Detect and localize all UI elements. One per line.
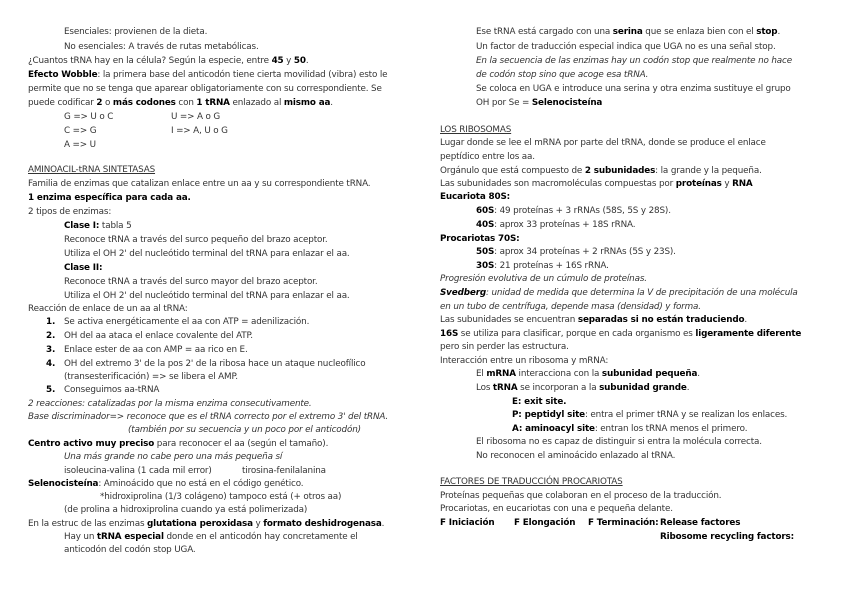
16s-line-2: pero sin perder las estructura. [440, 342, 569, 352]
factor-iniciacion: F Iniciación [440, 518, 495, 528]
cuantos-trna-line: ¿Cuantos tRNA hay en la célula? Según la especie, entre 45 y 50. [28, 56, 309, 66]
subunit-30s-line: 30S: 21 proteínas + 16S rRNA. [476, 261, 609, 271]
tirosina-line: tirosina-fenilalanina [242, 466, 326, 476]
step-1-text: Se activa energéticamente el aa con ATP = adenilización. [64, 317, 310, 327]
base-discriminador-line: Base discriminador=> reconoce que es el tRNA correcto por el extremo 3' del tRNA. [28, 412, 389, 422]
proteinas-pequenas-line: Proteínas pequeñas que colaboran en el proceso de la traducción. [440, 491, 722, 501]
pairing-g: G => U o C [64, 112, 114, 122]
step-2-text: OH del aa ataca el enlace covalente del ATP. [64, 331, 253, 341]
anticodon-stop-line: anticodón del codón stop UGA. [64, 545, 196, 555]
lugar-line-1: Lugar donde se lee el mRNA por parte del tRNA, donde se produce el enlace [440, 138, 766, 148]
ese-trna-line: Ese tRNA está cargado con una serina que se enlaza bien con el stop. [476, 27, 781, 37]
wobble-line-2: permite que no se tenga que aparear obligatoriamente con su correspondiente. Se [28, 84, 382, 94]
una-mas-grande-line: Una más grande no cabe pero una más pequeña sí [64, 452, 283, 462]
factor-traduccion-line: Un factor de traducción especial indica que UGA no es una señal stop. [476, 42, 776, 52]
16s-line-1: 16S se utiliza para clasificar, porque en cada organismo es ligeramente diferente [440, 329, 802, 339]
isoleucina-line: isoleucina-valina (1 cada mil error) [64, 466, 212, 476]
de-prolina-line: (de prolina a hidroxiprolina cuando ya está polimerizada) [64, 505, 308, 515]
svedberg-line-2: en un tubo de centrífuga, depende masa (densidad) y forma. [440, 302, 701, 312]
ribosome-recycling-factors: Ribosome recycling factors: [660, 532, 794, 542]
wobble-line-1: Efecto Wobble: la primera base del anticodón tiene cierta movilidad (vibra) esto le [28, 70, 388, 80]
dos-tipos-line: 2 tipos de enzimas: [28, 207, 112, 217]
reaccion-line: Reacción de enlace de un aa al tRNA: [28, 304, 188, 314]
svedberg-line-1: Svedberg: unidad de medida que determina la V de precipitación de una molécula [440, 288, 798, 298]
subunit-60s-line: 60S: 49 proteínas + 3 rRNAs (58S, 5S y 28S). [476, 206, 671, 216]
mrna-line: El mRNA interacciona con la subunidad pequeña. [476, 369, 700, 379]
no-esenciales-line: No esenciales: A través de rutas metabólicas. [64, 42, 259, 52]
clase-2-line: Clase II: [64, 263, 103, 273]
subunit-50s-line: 50S: aprox 34 proteínas + 2 rRNAs (5S y 23S). [476, 247, 676, 257]
step-2-number: 2. [46, 331, 56, 341]
pairing-i: I => A, U o G [171, 126, 228, 136]
en-secuencia-line-1: En la secuencia de las enzimas hay un codón stop que realmente no hace [476, 56, 792, 66]
trna-line: Los tRNA se incorporan a la subunidad grande. [476, 383, 690, 393]
peptidyl-site-line: P: peptidyl site: entra el primer tRNA y se realizan los enlaces. [512, 410, 788, 420]
clase-1-detail-1: Reconoce tRNA a través del surco pequeño del brazo aceptor. [64, 235, 328, 245]
factor-elongacion: F Elongación [514, 518, 576, 528]
procariotas-line: Procariotas 70S: [440, 234, 520, 244]
organulo-line: Orgánulo que está compuesto de 2 subunidades: la grande y la pequeña. [440, 166, 762, 176]
subunit-40s-line: 40S: aprox 33 proteínas + 18S rRNA. [476, 220, 636, 230]
hidroxiprolina-line: *hidroxiprolina (1/3 colágeno) tampoco está (+ otros aa) [100, 492, 342, 502]
esenciales-line: Esenciales: provienen de la dieta. [64, 27, 208, 37]
trna-especial-line: Hay un tRNA especial donde en el anticodón hay concretamente el [64, 532, 358, 542]
procariotas-eucariotas-line: Procariotas, en eucariotas con una e pequeña delante. [440, 504, 673, 514]
aminoacil-heading: AMINOACIL-tRNA SINTETASAS [28, 165, 156, 175]
selenocisteina-line: Selenocisteína: Aminoácido que no está en el código genético. [28, 479, 304, 489]
step-4-text-cont: (transesterificación) => se libera el AMP. [64, 372, 238, 382]
ribosomas-heading: LOS RIBOSOMAS [440, 125, 512, 135]
subunidades-line: Las subunidades son macromoléculas compuestas por proteínas y RNA [440, 179, 753, 189]
en-secuencia-line-2: de codón stop sino que acoge esa tRNA. [476, 70, 649, 80]
ribosoma-no-distingue-line: El ribosoma no es capaz de distinguir si entra la molécula correcta. [476, 437, 762, 447]
no-reconocen-line: No reconocen el aminoácido enlazado al tRNA. [476, 451, 676, 461]
base-discriminador-note: (también por su secuencia y un poco por el anticodón) [128, 425, 361, 435]
step-4-text: OH del extremo 3' de la pos 2' de la ribosa hace un ataque nucleofílico [64, 359, 366, 369]
se-coloca-line: Se coloca en UGA e introduce una serina y otra enzima sustituye el grupo [476, 84, 791, 94]
step-1-number: 1. [46, 317, 56, 327]
eucariota-line: Eucariota 80S: [440, 192, 511, 202]
step-5-number: 5. [46, 385, 56, 395]
clase-2-detail-1: Reconoce tRNA a través del surco mayor del brazo aceptor. [64, 277, 318, 287]
pairing-c: C => G [64, 126, 97, 136]
release-factores: Release factores [660, 518, 741, 528]
wobble-line-3: puede codificar 2 o más codones con 1 tRNA enlazado al mismo aa. [28, 98, 333, 108]
estruc-enzimas-line: En la estruc de las enzimas glutationa peroxidasa y formato deshidrogenasa. [28, 519, 385, 529]
step-4-number: 4. [46, 359, 56, 369]
interaccion-line: Interacción entre un ribosoma y mRNA: [440, 356, 609, 366]
exit-site-line: E: exit site. [512, 397, 567, 407]
centro-activo-line: Centro activo muy preciso para reconocer el aa (según el tamaño). [28, 439, 329, 449]
aminoacyl-site-line: A: aminoacyl site: entran los tRNA menos el primero. [512, 424, 748, 434]
oh-por-se-line: OH por Se = Selenocisteína [476, 98, 603, 108]
dos-reacciones-line: 2 reacciones: catalizadas por la misma enzima consecutivamente. [28, 399, 312, 409]
una-enzima-line: 1 enzima específica para cada aa. [28, 193, 191, 203]
step-5-text: Conseguimos aa-tRNA [64, 385, 160, 395]
pairing-a: A => U [64, 140, 96, 150]
step-3-text: Enlace ester de aa con AMP = aa rico en E. [64, 345, 248, 355]
progresion-line: Progresión evolutiva de un cúmulo de proteínas. [440, 274, 647, 284]
factores-heading: FACTORES DE TRADUCCIÓN PROCARIOTAS [440, 477, 623, 487]
familia-line: Familia de enzimas que catalizan enlace entre un aa y su correspondiente tRNA. [28, 179, 371, 189]
clase-2-detail-2: Utiliza el OH 2' del nucleótido terminal del tRNA para enlazar el aa. [64, 291, 350, 301]
lugar-line-2: peptídico entre los aa. [440, 152, 535, 162]
clase-1-detail-2: Utiliza el OH 2' del nucleótido terminal del tRNA para enlazar el aa. [64, 249, 350, 259]
pairing-u: U => A o G [171, 112, 221, 122]
factor-terminacion: F Terminación: [588, 518, 659, 528]
separadas-line: Las subunidades se encuentran separadas si no están traduciendo. [440, 315, 748, 325]
clase-1-line: Clase I: tabla 5 [64, 221, 132, 231]
step-3-number: 3. [46, 345, 56, 355]
